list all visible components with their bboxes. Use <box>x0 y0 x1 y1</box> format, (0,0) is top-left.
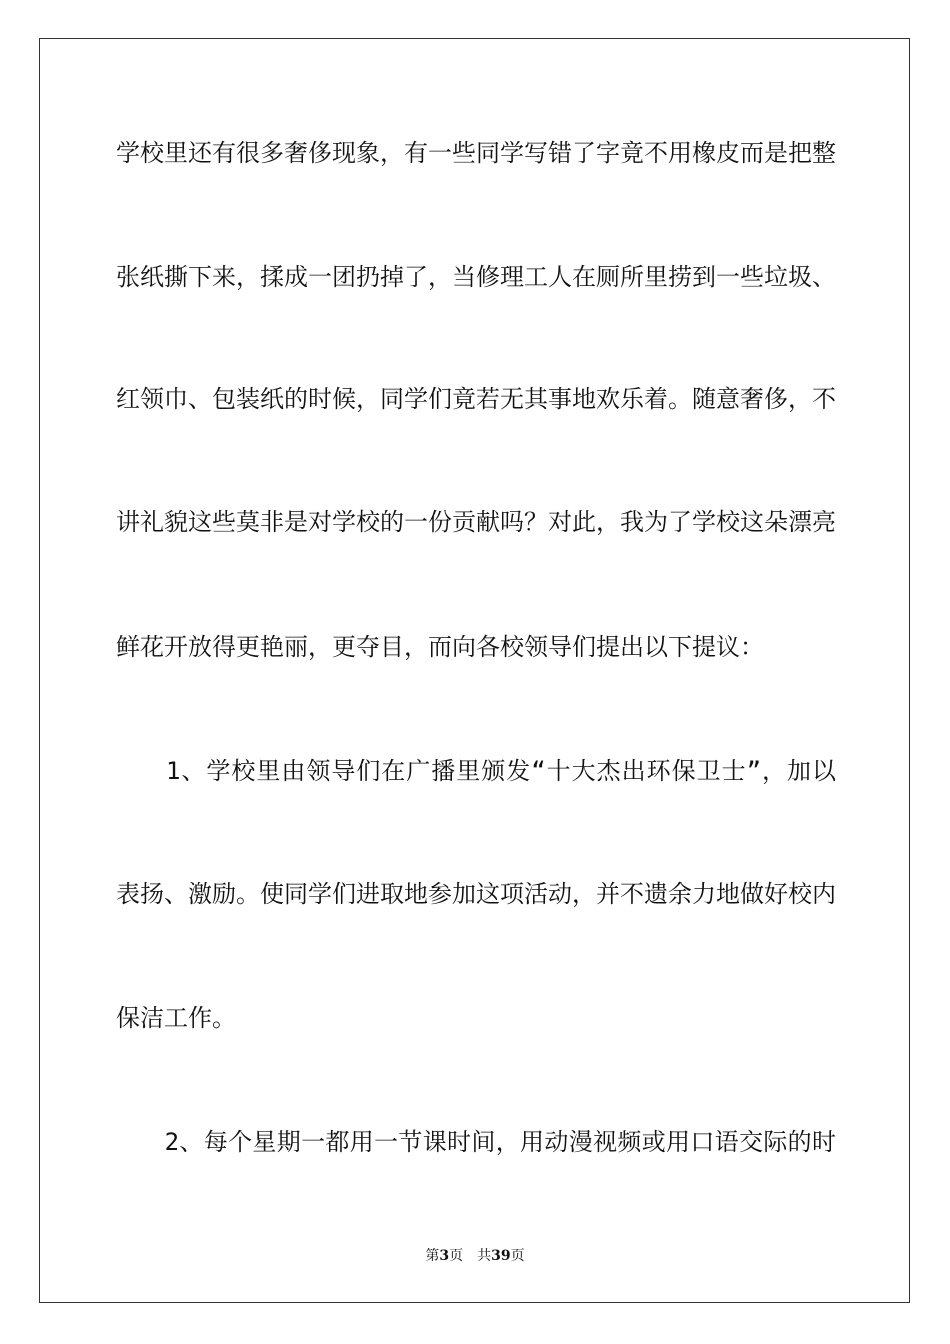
footer-page-prefix: 第 <box>425 1248 440 1264</box>
paragraph-line-1: 学校里还有很多奢侈现象，有一些同学写错了字竟不用橡皮而是把整 <box>116 139 836 167</box>
paragraph-line-5: 鲜花开放得更艳丽，更夺目，而向各校领导们提出以下提议： <box>116 633 764 661</box>
page-border <box>39 38 910 1303</box>
footer-page-number: 3 <box>439 1248 450 1264</box>
page-footer <box>0 1246 950 1266</box>
footer-page-suffix: 页 <box>449 1248 464 1264</box>
paragraph-line-3: 红领巾、包装纸的时候，同学们竟若无其事地欢乐着。随意奢侈，不 <box>116 385 836 413</box>
footer-total-prefix: 共 <box>477 1248 492 1264</box>
list-item-1-line-2: 表扬、激励。使同学们进取地参加这项活动，并不遗余力地做好校内 <box>116 880 836 908</box>
paragraph-line-2: 张纸撕下来，揉成一团扔掉了，当修理工人在厕所里捞到一些垃圾、 <box>116 263 836 291</box>
list-item-1-line-3: 保洁工作。 <box>116 1004 236 1032</box>
footer-total-pages: 39 <box>491 1248 511 1264</box>
list-item-2-line-1: 2、每个星期一都用一节课时间，用动漫视频或用口语交际的时 <box>116 1128 836 1156</box>
footer-total-suffix: 页 <box>510 1248 525 1264</box>
paragraph-line-4: 讲礼貌这些莫非是对学校的一份贡献吗？对此，我为了学校这朵漂亮 <box>116 508 836 536</box>
list-item-1-line-1: 1、学校里由领导们在广播里颁发“十大杰出环保卫士”，加以 <box>116 757 836 785</box>
